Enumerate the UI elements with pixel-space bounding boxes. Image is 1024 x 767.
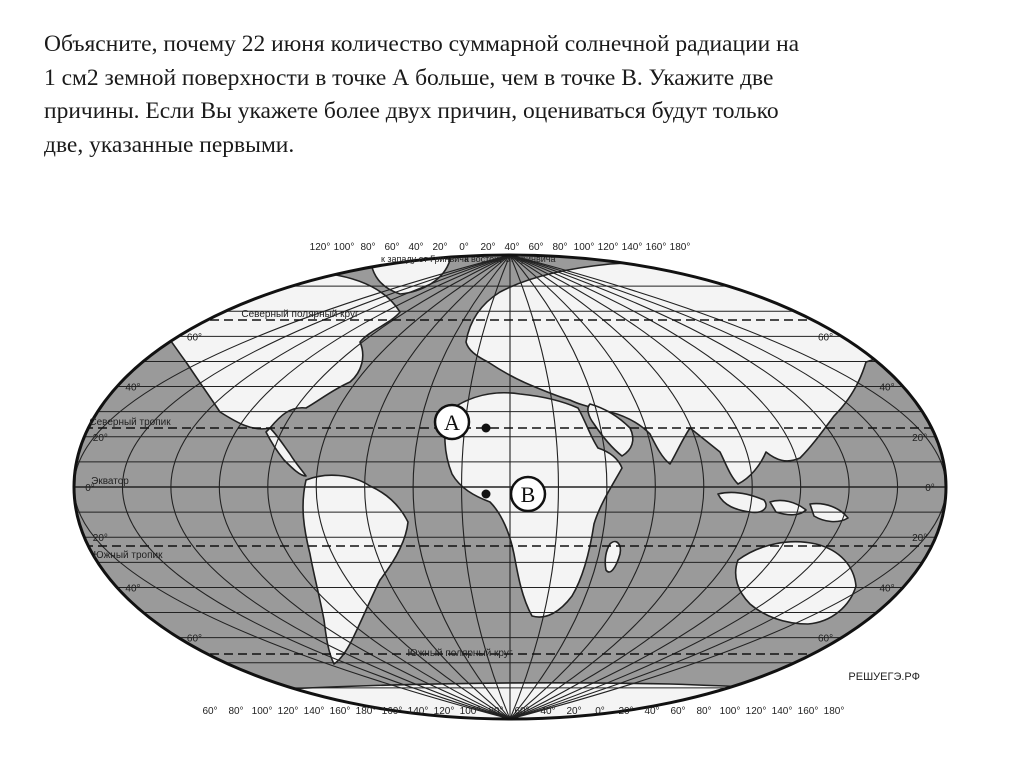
tropic-cancer-label: Северный тропик	[89, 416, 171, 428]
right-latitude-label: 40°	[879, 583, 895, 595]
bottom-longitude-label: 120°	[277, 706, 299, 717]
east-of-greenwich-label: к востоку от Гринвича	[464, 254, 556, 264]
bottom-longitude-label: 20°	[566, 706, 582, 717]
point-a-label: A	[444, 410, 460, 435]
bottom-longitude-label: 140°	[303, 706, 325, 717]
top-longitude-label: 80°	[360, 242, 376, 253]
right-latitude-label: 60°	[817, 332, 834, 344]
west-of-greenwich-label: к западу от Гринвича	[380, 254, 470, 264]
top-longitude-label: 40°	[408, 242, 424, 253]
bottom-longitude-label: 40°	[644, 706, 660, 717]
top-longitude-label: 120°	[309, 242, 331, 253]
bottom-longitude-label: 120°	[745, 706, 767, 717]
bottom-longitude-label: 0°	[595, 706, 605, 717]
bottom-longitude-label: 180°	[355, 706, 377, 717]
right-latitude-label: 0°	[925, 483, 935, 494]
top-longitude-label: 120°	[597, 242, 619, 253]
antarctic-circle-label: Южный полярный круг	[407, 647, 513, 659]
top-longitude-label: 20°	[480, 242, 496, 253]
top-longitude-label: 100°	[333, 242, 355, 253]
question-line: 1 см2 земной поверхности в точке А больше, чем в точке В. Укажите две	[44, 64, 774, 91]
top-longitude-label: 40°	[504, 242, 520, 253]
top-longitude-label: 100°	[573, 242, 595, 253]
bottom-longitude-label: 100°	[459, 706, 481, 717]
top-longitude-label: 20°	[432, 242, 448, 253]
question-line: две, указанные первыми.	[44, 131, 295, 158]
bottom-longitude-label: 40°	[540, 706, 556, 717]
bottom-longitude-label: 160°	[381, 706, 403, 717]
top-longitude-label: 140°	[621, 242, 643, 253]
top-longitude-label: 60°	[384, 242, 400, 253]
left-latitude-label: 60°	[186, 332, 203, 344]
bottom-longitude-label: 140°	[407, 706, 429, 717]
world-map	[70, 232, 950, 722]
bottom-longitude-label: 100°	[251, 706, 273, 717]
right-latitude-label: 20°	[912, 432, 928, 444]
top-longitude-label: 60°	[528, 242, 544, 253]
arctic-circle-label: Северный полярный круг	[241, 309, 359, 321]
bottom-longitude-label: 60°	[670, 706, 686, 717]
question-text	[44, 28, 994, 162]
point-b-dot	[482, 490, 491, 499]
bottom-longitude-label: 60°	[514, 706, 530, 717]
bottom-longitude-label: 100°	[719, 706, 741, 717]
bottom-longitude-label: 120°	[433, 706, 455, 717]
bottom-longitude-label: 180°	[823, 706, 845, 717]
bottom-longitude-label: 160°	[329, 706, 351, 717]
top-longitude-label: 160°	[645, 242, 667, 253]
right-latitude-label: 20°	[912, 533, 928, 545]
bottom-longitude-label: 80°	[488, 706, 504, 717]
right-latitude-label: 60°	[817, 633, 834, 645]
left-latitude-label: 40°	[125, 583, 141, 595]
tropic-capricorn-label: Южный тропик	[93, 550, 163, 562]
left-latitude-label: 40°	[125, 382, 141, 394]
left-latitude-label: 0°	[85, 483, 95, 494]
left-latitude-label: 60°	[186, 633, 203, 645]
top-longitude-label: 80°	[552, 242, 568, 253]
new-zealand	[870, 632, 885, 653]
watermark: РЕШУЕГЭ.РФ	[848, 671, 920, 683]
world-map-svg	[70, 232, 950, 722]
left-latitude-label: 20°	[92, 533, 108, 545]
question-line: причины. Если Вы укажете более двух причин, оцениваться будут только	[44, 98, 779, 124]
bottom-longitude-label: 160°	[797, 706, 819, 717]
point-b-label: B	[520, 482, 536, 507]
top-longitude-label: 180°	[669, 242, 691, 253]
equator-label: Экватор	[91, 476, 129, 487]
bottom-longitude-label: 60°	[202, 706, 218, 717]
right-latitude-label: 40°	[879, 382, 895, 394]
bottom-longitude-label: 80°	[228, 706, 244, 717]
bottom-longitude-label: 140°	[771, 706, 793, 717]
left-latitude-label: 20°	[92, 432, 108, 444]
question-line: Объясните, почему 22 июня количество суммарной солнечной радиации на	[44, 31, 800, 57]
bottom-longitude-label: 20°	[618, 706, 634, 717]
bottom-longitude-label: 80°	[696, 706, 712, 717]
point-a-dot	[482, 424, 491, 433]
top-longitude-label: 0°	[459, 242, 469, 253]
